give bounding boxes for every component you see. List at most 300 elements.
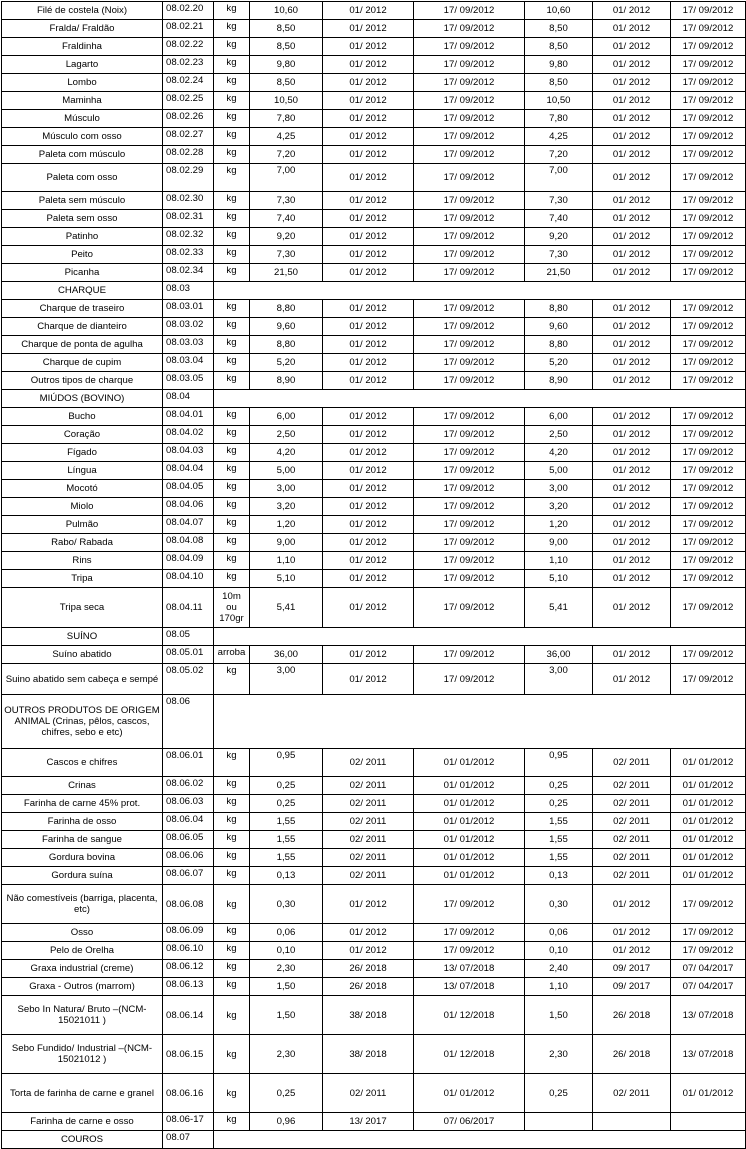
value-cell: 3,00 [525,664,593,695]
product-name: Charque de cupim [2,354,163,372]
period-cell: 01/ 2012 [323,664,414,695]
period-cell: 01/ 2012 [323,942,414,960]
product-name: Músculo [2,110,163,128]
unit-cell: kg [214,1113,250,1131]
table-row [2,831,746,849]
date-cell: 17/ 09/2012 [671,38,746,56]
product-name: Charque de ponta de agulha [2,336,163,354]
product-code: 08.02.33 [163,246,214,264]
table-row [2,408,746,426]
period-cell: 01/ 2012 [323,444,414,462]
period-cell: 01/ 2012 [323,2,414,20]
date-cell: 17/ 09/2012 [671,588,746,628]
product-name: Tripa [2,570,163,588]
table-row [2,426,746,444]
date-cell: 17/ 09/2012 [414,480,525,498]
value-cell: 4,25 [525,128,593,146]
product-code: 08.06.06 [163,849,214,867]
period-cell: 01/ 2012 [593,408,671,426]
product-name: Maminha [2,92,163,110]
date-cell: 01/ 12/2018 [414,996,525,1035]
table-row [2,498,746,516]
date-cell: 17/ 09/2012 [414,924,525,942]
value-cell: 9,80 [250,56,323,74]
date-cell: 01/ 01/2012 [671,777,746,795]
date-cell: 17/ 09/2012 [414,92,525,110]
table-row [2,534,746,552]
value-cell: 7,20 [250,146,323,164]
product-code: 08.04.05 [163,480,214,498]
value-cell: 0,30 [525,885,593,924]
section-name: COUROS [2,1131,163,1149]
price-table [1,1,746,1149]
unit-cell: kg [214,264,250,282]
period-cell: 01/ 2012 [593,885,671,924]
value-cell: 0,95 [250,749,323,777]
unit-cell: kg [214,498,250,516]
unit-cell: kg [214,408,250,426]
unit-cell: kg [214,795,250,813]
value-cell: 7,20 [525,146,593,164]
product-code: 08.02.32 [163,228,214,246]
period-cell: 01/ 2012 [593,20,671,38]
section-blank [214,628,746,646]
period-cell: 02/ 2011 [593,849,671,867]
product-code: 08.02.26 [163,110,214,128]
period-cell: 02/ 2011 [593,867,671,885]
product-name: Fraldinha [2,38,163,56]
period-cell: 01/ 2012 [593,570,671,588]
unit-cell: kg [214,426,250,444]
period-cell: 01/ 2012 [593,74,671,92]
product-name: Paleta com músculo [2,146,163,164]
value-cell: 0,25 [250,777,323,795]
section-code: 08.05 [163,628,214,646]
date-cell: 17/ 09/2012 [414,74,525,92]
date-cell: 01/ 01/2012 [671,749,746,777]
value-cell: 0,06 [525,924,593,942]
value-cell: 9,60 [525,318,593,336]
product-code: 08.06.05 [163,831,214,849]
period-cell: 01/ 2012 [593,372,671,390]
date-cell: 17/ 09/2012 [671,444,746,462]
table-row [2,128,746,146]
date-cell: 17/ 09/2012 [414,885,525,924]
value-cell: 2,30 [250,960,323,978]
date-cell: 01/ 01/2012 [414,813,525,831]
value-cell: 0,06 [250,924,323,942]
period-cell: 01/ 2012 [593,228,671,246]
product-name: Mocotó [2,480,163,498]
date-cell: 17/ 09/2012 [414,264,525,282]
product-name: Bucho [2,408,163,426]
value-cell: 21,50 [525,264,593,282]
value-cell: 1,20 [525,516,593,534]
unit-cell: kg [214,849,250,867]
period-cell: 01/ 2012 [323,646,414,664]
table-row [2,978,746,996]
period-cell: 02/ 2011 [323,867,414,885]
period-cell: 02/ 2011 [323,849,414,867]
period-cell: 01/ 2012 [323,56,414,74]
product-name: Picanha [2,264,163,282]
table-row [2,264,746,282]
period-cell: 01/ 2012 [593,318,671,336]
product-name: Patinho [2,228,163,246]
period-cell: 02/ 2011 [593,749,671,777]
value-cell: 5,41 [250,588,323,628]
unit-cell: kg [214,664,250,695]
product-name: Sebo Fundido/ Industrial –(NCM-15021012 ) [2,1035,163,1074]
value-cell: 0,95 [525,749,593,777]
date-cell: 17/ 09/2012 [414,588,525,628]
table-row [2,192,746,210]
product-name: Graxa industrial (creme) [2,960,163,978]
period-cell: 01/ 2012 [323,462,414,480]
date-cell: 17/ 09/2012 [671,664,746,695]
product-name: Suíno abatido [2,646,163,664]
value-cell: 1,55 [250,813,323,831]
date-cell: 17/ 09/2012 [671,534,746,552]
unit-cell: kg [214,92,250,110]
date-cell: 17/ 09/2012 [671,408,746,426]
date-cell: 17/ 09/2012 [671,2,746,20]
value-cell: 0,96 [250,1113,323,1131]
date-cell: 17/ 09/2012 [414,372,525,390]
table-row [2,2,746,20]
value-cell: 5,10 [250,570,323,588]
value-cell: 7,30 [525,192,593,210]
product-code: 08.02.22 [163,38,214,56]
date-cell: 17/ 09/2012 [414,462,525,480]
product-code: 08.04.06 [163,498,214,516]
date-cell: 17/ 09/2012 [414,534,525,552]
product-name: Farinha de carne e osso [2,1113,163,1131]
date-cell: 17/ 09/2012 [414,570,525,588]
period-cell: 01/ 2012 [323,885,414,924]
table-row [2,20,746,38]
product-code: 08.05.01 [163,646,214,664]
unit-cell: kg [214,1074,250,1113]
date-cell: 17/ 09/2012 [671,228,746,246]
period-cell: 09/ 2017 [593,978,671,996]
period-cell: 01/ 2012 [593,38,671,56]
product-name: Suino abatido sem cabeça e sempé [2,664,163,695]
date-cell: 17/ 09/2012 [414,498,525,516]
table-row [2,849,746,867]
unit-cell: kg [214,56,250,74]
product-code: 08.04.04 [163,462,214,480]
product-name: Pulmão [2,516,163,534]
period-cell: 01/ 2012 [593,552,671,570]
date-cell: 17/ 09/2012 [414,146,525,164]
product-code: 08.05.02 [163,664,214,695]
value-cell: 0,25 [250,795,323,813]
period-cell: 02/ 2011 [593,831,671,849]
date-cell: 01/ 01/2012 [671,867,746,885]
value-cell: 1,50 [250,996,323,1035]
date-cell: 17/ 09/2012 [671,516,746,534]
period-cell: 01/ 2012 [593,664,671,695]
value-cell: 7,00 [250,164,323,192]
date-cell: 17/ 09/2012 [671,92,746,110]
unit-cell: kg [214,246,250,264]
date-cell [671,1113,746,1131]
unit-cell: kg [214,146,250,164]
period-cell: 01/ 2012 [593,300,671,318]
date-cell: 13/ 07/2018 [414,978,525,996]
table-row [2,924,746,942]
value-cell: 2,30 [250,1035,323,1074]
unit-cell: kg [214,924,250,942]
table-row [2,777,746,795]
date-cell: 13/ 07/2018 [671,996,746,1035]
value-cell: 7,00 [525,164,593,192]
table-row [2,164,746,192]
value-cell: 2,50 [250,426,323,444]
value-cell: 7,40 [525,210,593,228]
table-row [2,56,746,74]
table-row [2,664,746,695]
section-row [2,628,746,646]
period-cell: 01/ 2012 [323,246,414,264]
table-row [2,92,746,110]
value-cell: 5,20 [525,354,593,372]
section-blank [214,695,746,749]
period-cell: 01/ 2012 [323,318,414,336]
date-cell: 17/ 09/2012 [414,444,525,462]
unit-cell: kg [214,885,250,924]
product-name: Lagarto [2,56,163,74]
date-cell: 17/ 09/2012 [671,354,746,372]
unit-cell: kg [214,228,250,246]
product-name: Fígado [2,444,163,462]
table-row [2,74,746,92]
value-cell: 21,50 [250,264,323,282]
period-cell: 01/ 2012 [323,128,414,146]
value-cell: 8,50 [250,20,323,38]
unit-cell: kg [214,552,250,570]
product-code: 08.06.13 [163,978,214,996]
product-name: Sebo In Natura/ Bruto –(NCM-15021011 ) [2,996,163,1035]
date-cell: 17/ 09/2012 [671,300,746,318]
value-cell: 4,20 [250,444,323,462]
value-cell: 1,10 [525,552,593,570]
table-row [2,552,746,570]
product-code: 08.06.08 [163,885,214,924]
period-cell: 01/ 2012 [323,38,414,56]
product-code: 08.06.07 [163,867,214,885]
date-cell: 17/ 09/2012 [671,74,746,92]
date-cell: 17/ 09/2012 [671,110,746,128]
period-cell: 13/ 2017 [323,1113,414,1131]
value-cell: 7,80 [250,110,323,128]
period-cell: 01/ 2012 [593,462,671,480]
unit-cell: kg [214,534,250,552]
product-name: Miolo [2,498,163,516]
section-code: 08.06 [163,695,214,749]
unit-cell: kg [214,372,250,390]
value-cell: 5,00 [525,462,593,480]
value-cell: 5,41 [525,588,593,628]
value-cell: 9,60 [250,318,323,336]
period-cell: 26/ 2018 [323,978,414,996]
period-cell: 01/ 2012 [323,408,414,426]
period-cell: 01/ 2012 [593,110,671,128]
product-code: 08.02.31 [163,210,214,228]
section-name: MIÚDOS (BOVINO) [2,390,163,408]
product-code: 08.06-17 [163,1113,214,1131]
value-cell: 1,10 [525,978,593,996]
product-name: Filé de costela (Noix) [2,2,163,20]
value-cell: 3,20 [250,498,323,516]
date-cell: 17/ 09/2012 [414,128,525,146]
product-code: 08.04.08 [163,534,214,552]
product-code: 08.06.10 [163,942,214,960]
value-cell: 10,60 [525,2,593,20]
product-name: Farinha de sangue [2,831,163,849]
period-cell: 01/ 2012 [323,210,414,228]
value-cell: 1,50 [250,978,323,996]
unit-cell: kg [214,38,250,56]
period-cell: 01/ 2012 [593,534,671,552]
table-row [2,795,746,813]
table-row [2,570,746,588]
unit-cell: kg [214,1035,250,1074]
section-code: 08.07 [163,1131,214,1149]
date-cell: 17/ 09/2012 [671,570,746,588]
date-cell: 13/ 07/2018 [414,960,525,978]
product-name: Lombo [2,74,163,92]
date-cell: 01/ 01/2012 [671,795,746,813]
unit-cell: kg [214,960,250,978]
period-cell: 01/ 2012 [593,210,671,228]
product-name: Crinas [2,777,163,795]
period-cell: 01/ 2012 [323,552,414,570]
value-cell: 8,50 [525,74,593,92]
product-name: Peito [2,246,163,264]
table-row [2,110,746,128]
product-code: 08.04.02 [163,426,214,444]
unit-cell: kg [214,749,250,777]
unit-cell: 10m ou 170gr [214,588,250,628]
table-row [2,444,746,462]
period-cell: 01/ 2012 [593,646,671,664]
date-cell: 01/ 01/2012 [414,795,525,813]
date-cell: 17/ 09/2012 [414,516,525,534]
table-row [2,480,746,498]
product-code: 08.06.09 [163,924,214,942]
table-row [2,996,746,1035]
section-blank [214,1131,746,1149]
product-code: 08.06.03 [163,795,214,813]
product-code: 08.03.04 [163,354,214,372]
table-row [2,516,746,534]
unit-cell: kg [214,516,250,534]
period-cell: 02/ 2011 [593,1074,671,1113]
product-code: 08.02.27 [163,128,214,146]
product-code: 08.04.09 [163,552,214,570]
date-cell: 17/ 09/2012 [414,210,525,228]
section-blank [214,390,746,408]
date-cell: 17/ 09/2012 [414,56,525,74]
period-cell: 01/ 2012 [593,92,671,110]
period-cell: 01/ 2012 [323,498,414,516]
unit-cell: kg [214,2,250,20]
product-code: 08.06.02 [163,777,214,795]
period-cell: 09/ 2017 [593,960,671,978]
value-cell: 1,55 [525,849,593,867]
value-cell: 3,00 [525,480,593,498]
table-row [2,813,746,831]
date-cell: 07/ 04/2017 [671,960,746,978]
unit-cell: kg [214,210,250,228]
table-row [2,1113,746,1131]
period-cell: 01/ 2012 [323,92,414,110]
value-cell: 7,30 [250,192,323,210]
unit-cell: kg [214,480,250,498]
product-code: 08.02.34 [163,264,214,282]
period-cell: 02/ 2011 [593,777,671,795]
date-cell: 17/ 09/2012 [671,426,746,444]
period-cell: 01/ 2012 [323,570,414,588]
section-row [2,1131,746,1149]
product-name: Rins [2,552,163,570]
value-cell: 9,20 [525,228,593,246]
unit-cell: kg [214,110,250,128]
period-cell: 01/ 2012 [593,336,671,354]
period-cell: 26/ 2018 [593,996,671,1035]
period-cell: 01/ 2012 [593,246,671,264]
period-cell: 01/ 2012 [593,480,671,498]
value-cell: 0,30 [250,885,323,924]
value-cell: 10,50 [250,92,323,110]
date-cell: 17/ 09/2012 [414,336,525,354]
date-cell: 07/ 04/2017 [671,978,746,996]
product-name: Farinha de osso [2,813,163,831]
period-cell: 01/ 2012 [593,588,671,628]
table-row [2,210,746,228]
product-code: 08.06.14 [163,996,214,1035]
date-cell: 01/ 01/2012 [414,777,525,795]
product-name: Coração [2,426,163,444]
value-cell: 2,40 [525,960,593,978]
period-cell: 02/ 2011 [323,777,414,795]
product-name: Paleta sem osso [2,210,163,228]
period-cell: 01/ 2012 [323,480,414,498]
period-cell: 01/ 2012 [323,426,414,444]
date-cell: 01/ 01/2012 [671,831,746,849]
unit-cell: kg [214,867,250,885]
value-cell: 8,90 [525,372,593,390]
period-cell: 02/ 2011 [593,795,671,813]
unit-cell: kg [214,354,250,372]
date-cell: 01/ 01/2012 [671,849,746,867]
value-cell: 7,30 [250,246,323,264]
section-name: SUÍNO [2,628,163,646]
period-cell: 02/ 2011 [323,749,414,777]
date-cell: 17/ 09/2012 [671,246,746,264]
period-cell: 01/ 2012 [323,354,414,372]
date-cell: 17/ 09/2012 [671,372,746,390]
section-blank [214,282,746,300]
value-cell: 8,80 [250,336,323,354]
date-cell: 17/ 09/2012 [671,164,746,192]
value-cell: 1,55 [250,849,323,867]
table-row [2,354,746,372]
product-code: 08.06.01 [163,749,214,777]
section-row [2,282,746,300]
